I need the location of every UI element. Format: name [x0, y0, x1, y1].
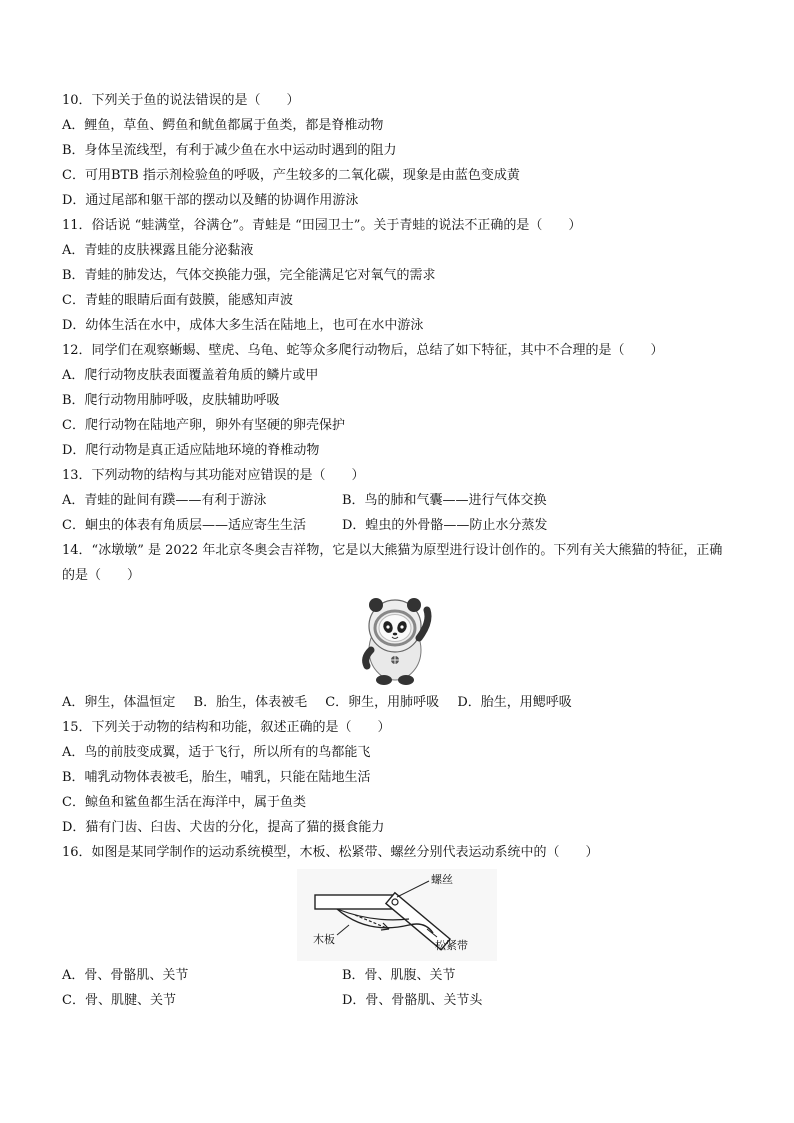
- question-12-option-a: A．爬行动物皮肤表面覆盖着角质的鳞片或甲: [62, 368, 319, 383]
- question-15-option-c: C．鲸鱼和鲨鱼都生活在海洋中，属于鱼类: [62, 795, 306, 810]
- screw-icon: [392, 899, 398, 905]
- question-14-stem: 14．“冰墩墩” 是 2022 年北京冬奥会吉祥物，它是以大熊猫为原型进行设计创作的。下列有关大熊猫的特征，正确的是（ ）: [62, 543, 723, 583]
- bing-dwen-dwen-icon: [351, 592, 443, 688]
- question-15: [62, 715, 732, 840]
- question-11-stem: 11．俗话说 “蛙满堂，谷满仓”。青蛙是 “田园卫士”。关于青蛙的说法不正确的是（ ）: [62, 218, 582, 233]
- question-10-stem: 10．下列关于鱼的说法错误的是（ ）: [62, 93, 300, 108]
- question-10-option-a: A．鲤鱼，草鱼、鳄鱼和鱿鱼都属于鱼类，都是脊椎动物: [62, 118, 384, 133]
- question-12-option-d: D．爬行动物是真正适应陆地环境的脊椎动物: [62, 443, 320, 458]
- question-16-option-c: C．骨、肌腱、关节: [62, 993, 176, 1008]
- question-16-row-1: [62, 963, 732, 988]
- question-13-row-1: [62, 488, 732, 513]
- band-label: 松紧带: [435, 939, 468, 952]
- question-10-option-d: D．通过尾部和躯干部的摆动以及鳍的协调作用游泳: [62, 193, 359, 208]
- model-figure: [62, 869, 732, 961]
- question-12-stem: 12．同学们在观察蜥蜴、壁虎、乌龟、蛇等众多爬行动物后，总结了如下特征，其中不合理的是（ ）: [62, 343, 664, 358]
- question-16-option-b: B．骨、肌腹、关节: [342, 968, 456, 983]
- question-12-option-b: B．爬行动物用肺呼吸，皮肤辅助呼吸: [62, 393, 280, 408]
- exam-page: [62, 88, 732, 1013]
- upper-board: [315, 895, 393, 909]
- question-13-stem: 13．下列动物的结构与其功能对应错误的是（ ）: [62, 468, 365, 483]
- question-13-row-2: [62, 513, 732, 538]
- question-15-option-a: A．鸟的前肢变成翼，适于飞行，所以所有的鸟都能飞: [62, 745, 371, 760]
- question-11-option-a: A．青蛙的皮肤裸露且能分泌黏液: [62, 243, 254, 258]
- question-13-option-d: D．蝗虫的外骨骼——防止水分蒸发: [342, 518, 548, 533]
- board-label: 木板: [313, 933, 335, 946]
- question-15-option-d: D．猫有门齿、臼齿、犬齿的分化，提高了猫的摄食能力: [62, 820, 385, 835]
- question-14-options: [62, 690, 732, 715]
- question-16-option-d: D．骨、骨骼肌、关节头: [342, 993, 483, 1008]
- question-14: [62, 538, 732, 715]
- question-16-stem: 16．如图是某同学制作的运动系统模型，木板、松紧带、螺丝分别代表运动系统中的（ ）: [62, 845, 599, 860]
- question-16: [62, 840, 732, 1013]
- question-13-option-b: B．鸟的肺和气囊——进行气体交换: [342, 493, 547, 508]
- question-14-option-c: C．卵生，用肺呼吸: [325, 695, 440, 710]
- question-11-option-d: D．幼体生活在水中，成体大多生活在陆地上，也可在水中游泳: [62, 318, 424, 333]
- question-12-option-c: C．爬行动物在陆地产卵，卵外有坚硬的卵壳保护: [62, 418, 345, 433]
- question-13: [62, 463, 732, 538]
- question-14-option-d: D．胎生，用鳃呼吸: [457, 695, 572, 710]
- question-13-option-c: C．蛔虫的体表有角质层——适应寄生生活: [62, 518, 306, 533]
- question-11-option-b: B．青蛙的肺发达，气体交换能力强，完全能满足它对氧气的需求: [62, 268, 436, 283]
- question-15-stem: 15．下列关于动物的结构和功能，叙述正确的是（ ）: [62, 720, 391, 735]
- question-14-option-a: A．卵生，体温恒定: [62, 695, 176, 710]
- question-15-option-b: B．哺乳动物体表被毛，胎生，哺乳，只能在陆地生活: [62, 770, 371, 785]
- question-13-option-a: A．青蛙的趾间有蹼——有利于游泳: [62, 493, 267, 508]
- question-11: [62, 213, 732, 338]
- screw-label: 螺丝: [431, 873, 453, 886]
- question-14-option-b: B．胎生，体表被毛: [193, 695, 308, 710]
- question-16-row-2: [62, 988, 732, 1013]
- mascot-figure: [62, 592, 732, 688]
- question-12: [62, 338, 732, 463]
- question-10-option-b: B．身体呈流线型，有利于减少鱼在水中运动时遇到的阻力: [62, 143, 397, 158]
- question-16-option-a: A．骨、骨骼肌、关节: [62, 968, 189, 983]
- question-10: [62, 88, 732, 213]
- movement-model-diagram: [297, 869, 497, 961]
- question-10-option-c: C．可用BTB 指示剂检验鱼的呼吸，产生较多的二氧化碳，现象是由蓝色变成黄: [62, 168, 520, 183]
- question-11-option-c: C．青蛙的眼睛后面有鼓膜，能感知声波: [62, 293, 293, 308]
